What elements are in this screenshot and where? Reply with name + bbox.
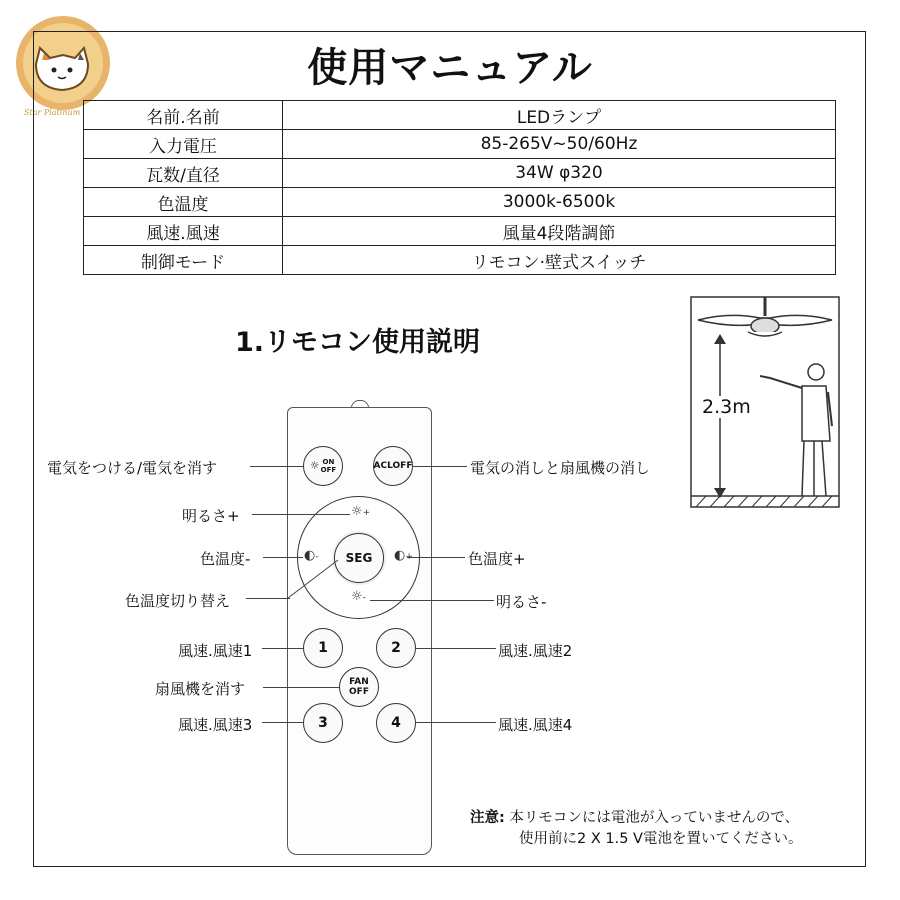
note-line1: 本リモコンには電池が入っていませんので、: [509, 810, 800, 826]
leader-line: [263, 687, 339, 688]
speed-2-button[interactable]: [376, 628, 416, 668]
table-row: [84, 246, 836, 275]
label-speed4: 風速.風速4: [498, 716, 573, 734]
spec-key: 風速.風速: [84, 217, 283, 246]
seg-label: SEG: [345, 551, 373, 565]
leader-line: [370, 600, 494, 601]
leader-line: [246, 598, 290, 599]
brightness-up-icon[interactable]: ☼+: [351, 504, 371, 519]
color-temp-up-icon[interactable]: ◐+: [394, 548, 413, 563]
acloff-label: ACLOFF: [373, 461, 413, 471]
table-row: [84, 101, 836, 130]
speed-4-label: 4: [391, 715, 401, 731]
leader-line: [250, 466, 304, 467]
speed-3-button[interactable]: [303, 703, 343, 743]
label-brightness-up: 明るさ+: [182, 507, 240, 525]
speed-2-label: 2: [391, 640, 401, 656]
color-temp-down-icon[interactable]: ◐-: [304, 548, 319, 563]
label-speed2: 風速.風速2: [498, 642, 573, 660]
table-row: [84, 188, 836, 217]
spec-value: LEDランプ: [283, 101, 836, 130]
speed-4-button[interactable]: [376, 703, 416, 743]
leader-line: [262, 722, 303, 723]
label-color-temp-switch: 色温度切り替え: [125, 592, 231, 610]
spec-key: 入力電圧: [84, 130, 283, 159]
battery-note: [470, 808, 802, 850]
on-off-button[interactable]: [303, 446, 343, 486]
spec-value: 3000k-6500k: [283, 188, 836, 217]
leader-line: [413, 466, 467, 467]
table-row: [84, 130, 836, 159]
label-fan-off: 扇風機を消す: [155, 680, 246, 698]
leader-line: [263, 557, 303, 558]
brightness-down-icon[interactable]: ☼-: [351, 589, 366, 604]
leader-line-diagonal: [288, 560, 289, 561]
spec-key: 制御モード: [84, 246, 283, 275]
leader-line: [252, 514, 350, 515]
leader-line: [407, 557, 465, 558]
spec-value: リモコン·壁式スイッチ: [283, 246, 836, 275]
table-row: [84, 217, 836, 246]
label-color-temp-up: 色温度+: [468, 550, 526, 568]
label-speed1: 風速.風速1: [178, 642, 253, 660]
speed-3-label: 3: [318, 715, 328, 731]
label-brightness-down: 明るさ-: [496, 593, 547, 611]
logo-text: Star Platinum: [24, 108, 81, 117]
acloff-button[interactable]: [373, 446, 413, 486]
speed-1-label: 1: [318, 640, 328, 656]
spec-table: [83, 100, 836, 275]
spec-value: 34W φ320: [283, 159, 836, 188]
spec-key: 色温度: [84, 188, 283, 217]
fan-off-button[interactable]: [339, 667, 379, 707]
sun-icon: ☼: [309, 459, 320, 472]
spec-value: 風量4段階調節: [283, 217, 836, 246]
note-line2: 使用前に2 X 1.5 V電池を置いてください。: [519, 831, 803, 847]
speed-1-button[interactable]: [303, 628, 343, 668]
installation-illustration: [690, 296, 840, 508]
table-row: [84, 159, 836, 188]
label-color-temp-down: 色温度-: [200, 550, 251, 568]
height-label: 2.3m: [702, 396, 751, 418]
spec-key: 瓦数/直径: [84, 159, 283, 188]
spec-key: 名前.名前: [84, 101, 283, 130]
leader-line: [262, 648, 303, 649]
label-speed3: 風速.風速3: [178, 716, 253, 734]
spec-value: 85-265V~50/60Hz: [283, 130, 836, 159]
label-light-fan-off: 電気の消しと扇風機の消し: [470, 459, 651, 477]
leader-line: [416, 722, 496, 723]
note-heading: 注意:: [470, 810, 505, 826]
fan-off-label: FAN OFF: [349, 677, 369, 697]
on-off-label: ON OFF: [320, 458, 337, 474]
section-title: 1.リモコン使用説明: [235, 327, 481, 358]
page-title: 使用マニュアル: [307, 45, 593, 91]
label-light-on-off: 電気をつける/電気を消す: [47, 459, 218, 477]
leader-line: [416, 648, 496, 649]
